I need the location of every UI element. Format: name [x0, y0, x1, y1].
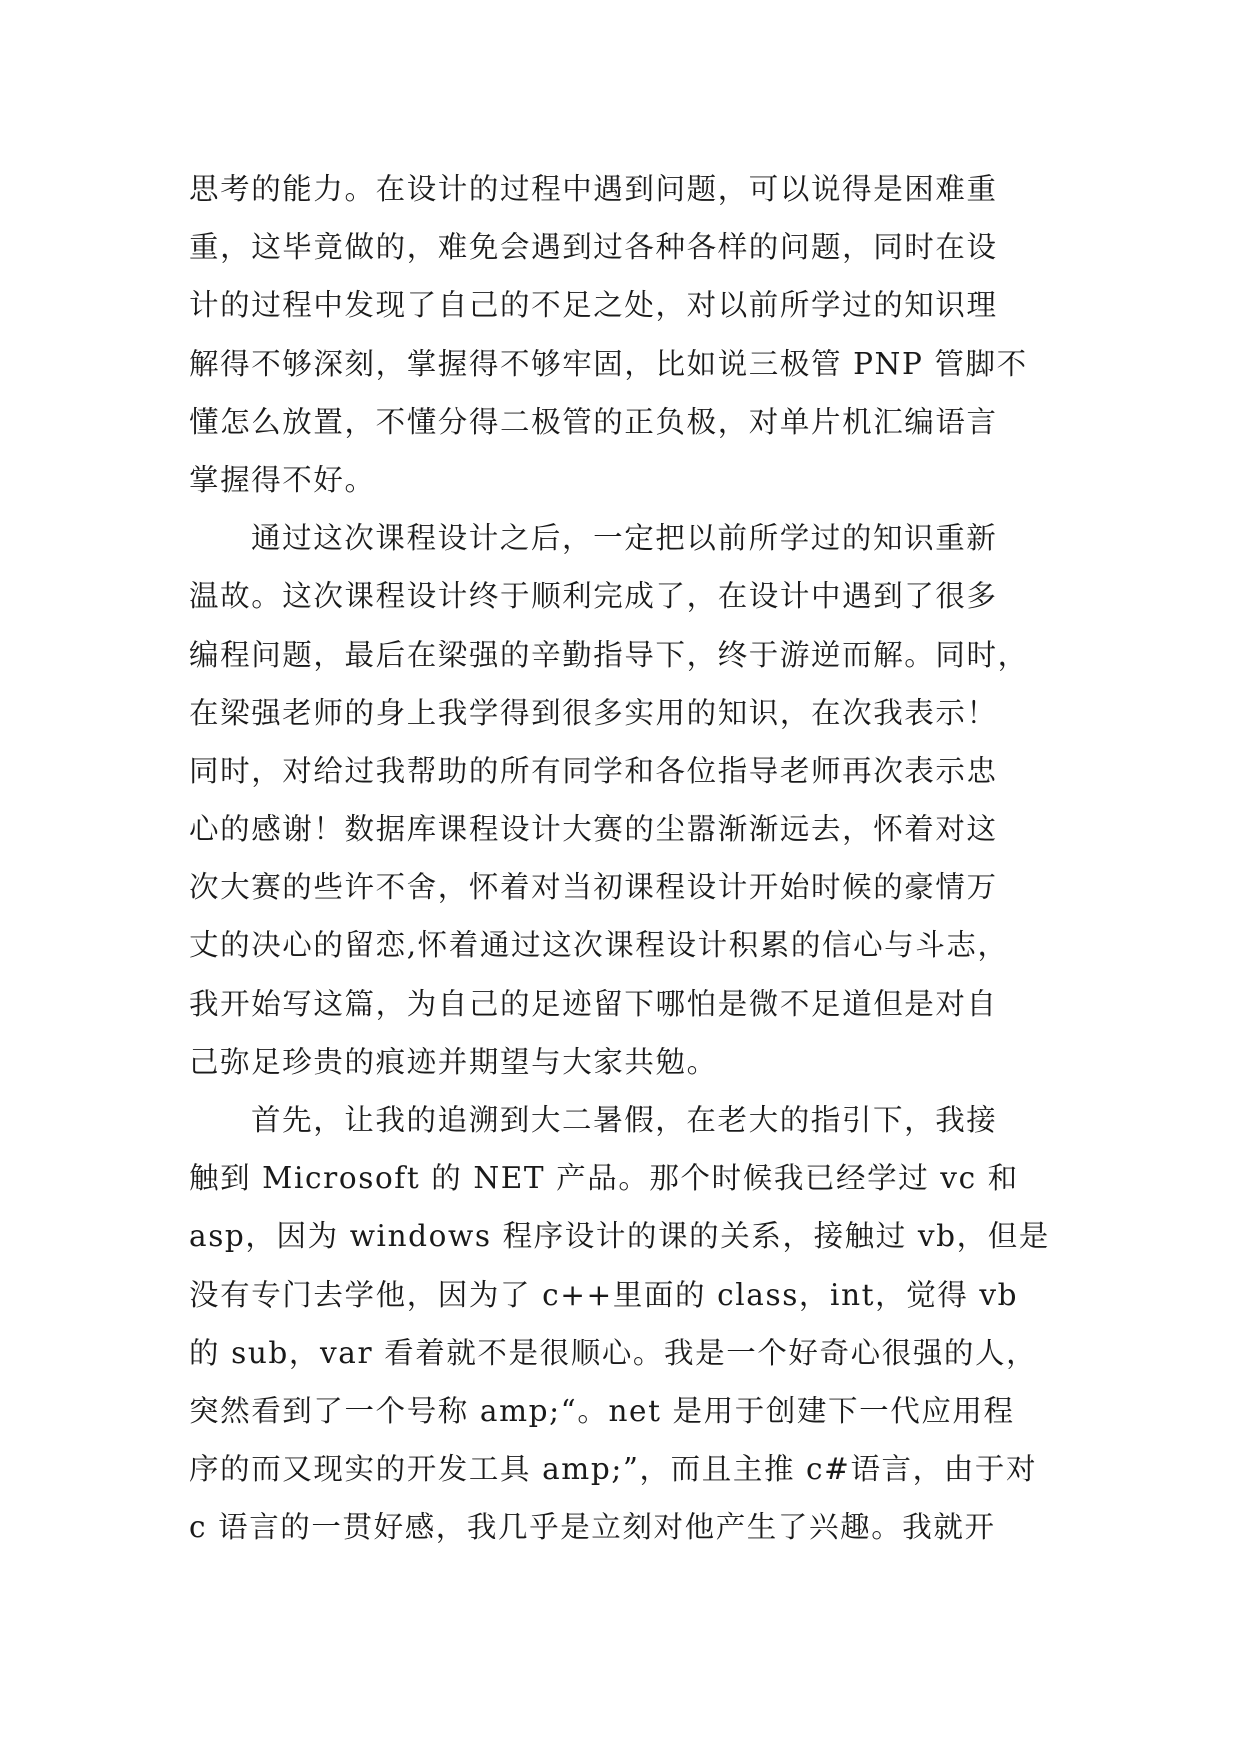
- text-line: 的 sub，var 看着就不是很顺心。我是一个好奇心很强的人，: [189, 1335, 1038, 1370]
- text-line: 首先，让我的追溯到大二暑假，在老大的指引下，我接: [251, 1103, 998, 1137]
- text-line: 我开始写这篇，为自己的足迹留下哪怕是微不足道但是对自: [189, 986, 998, 1021]
- text-line: 突然看到了一个号称 amp;“。net 是用于创建下一代应用程: [189, 1393, 1015, 1428]
- text-line: 重，这毕竟做的，难免会遇到过各种各样的问题，同时在设: [189, 230, 998, 265]
- text-line: 解得不够深刻，掌握得不够牢固，比如说三极管 PNP 管脚不: [189, 346, 1028, 381]
- text-line: 温故。这次课程设计终于顺利完成了，在设计中遇到了很多: [189, 579, 998, 614]
- text-line: 懂怎么放置，不懂分得二极管的正负极，对单片机汇编语言: [189, 404, 998, 439]
- text-line: asp，因为 windows 程序设计的课的关系，接触过 vb，但是: [189, 1219, 1050, 1254]
- text-line: 心的感谢！数据库课程设计大赛的尘嚣渐渐远去，怀着对这: [189, 812, 998, 847]
- text-line: 思考的能力。在设计的过程中遇到问题，可以说得是困难重: [189, 172, 998, 206]
- paragraph-3: [189, 1091, 1059, 1557]
- text-line: 在梁强老师的身上我学得到很多实用的知识，在次我表示！: [189, 695, 998, 730]
- text-line: 己弥足珍贵的痕迹并期望与大家共勉。: [189, 1044, 718, 1079]
- text-line: 序的而又现实的开发工具 amp;”，而且主推 c#语言，由于对: [189, 1452, 1038, 1487]
- body-text: [189, 160, 1059, 1557]
- paragraph-1: [189, 160, 1059, 509]
- text-line: 丈的决心的留恋,怀着通过这次课程设计积累的信心与斗志，: [189, 928, 1009, 963]
- text-line: c 语言的一贯好感，我几乎是立刻对他产生了兴趣。我就开: [189, 1510, 996, 1545]
- text-line: 触到 Microsoft 的 NET 产品。那个时候我已经学过 vc 和: [189, 1161, 1019, 1196]
- paragraph-2: [189, 509, 1059, 1091]
- text-line: 编程问题，最后在梁强的辛勤指导下，终于游逆而解。同时，: [189, 637, 1029, 672]
- text-line: 计的过程中发现了自己的不足之处，对以前所学过的知识理: [189, 288, 998, 323]
- text-line: 掌握得不好。: [189, 462, 376, 497]
- text-line: 次大赛的些许不舍，怀着对当初课程设计开始时候的豪情万: [189, 870, 998, 905]
- text-line: 没有专门去学他，因为了 c++里面的 class，int，觉得 vb: [189, 1277, 1019, 1312]
- text-line: 同时，对给过我帮助的所有同学和各位指导老师再次表示忠: [189, 753, 998, 788]
- text-line: 通过这次课程设计之后，一定把以前所学过的知识重新: [251, 521, 998, 556]
